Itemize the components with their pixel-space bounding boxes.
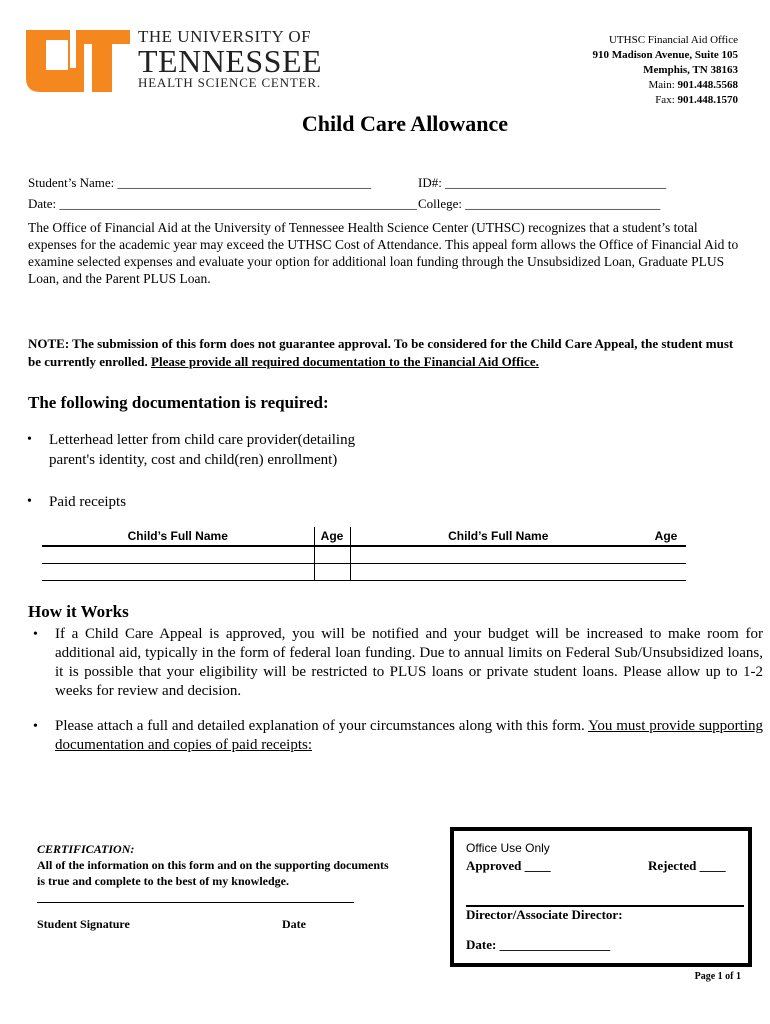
note-underlined: Please provide all required documentation to the Financial Aid Office. [151, 354, 539, 369]
certification-heading: CERTIFICATION: [37, 842, 135, 856]
certification-block [37, 841, 389, 889]
ut-logo-icon [26, 30, 130, 92]
how-it-works-heading: How it Works [28, 602, 129, 621]
rejected-field[interactable]: Rejected ____ [648, 858, 726, 873]
table-row [42, 564, 686, 581]
main-label: Main: [648, 79, 678, 91]
university-wordmark [138, 28, 322, 90]
approved-field[interactable]: Approved ____ [466, 858, 551, 873]
fax-number: 901.448.1570 [677, 94, 738, 106]
fax-label: Fax: [655, 94, 678, 106]
date-label: Date [282, 917, 306, 931]
doc-item-receipts: • Paid receipts [27, 494, 127, 510]
date-field[interactable]: Date: _______________________________________________________ [28, 196, 417, 211]
child-name-cell[interactable] [42, 546, 314, 564]
office-address [592, 33, 738, 108]
bullet-icon: • [33, 719, 38, 734]
documentation-heading: The following documentation is required: [28, 393, 329, 412]
col-age-2: Age [646, 527, 686, 546]
office-date-field[interactable]: Date: _________________ [466, 937, 611, 952]
page-number: Page 1 of 1 [694, 971, 741, 982]
certification-text-2: is true and complete to the best of my knowledge. [37, 874, 289, 888]
id-field[interactable]: ID#: __________________________________ [418, 175, 667, 190]
student-name-field[interactable]: Student’s Name: _______________________________________ [28, 175, 372, 190]
bullet-icon: • [27, 494, 32, 509]
college-field[interactable]: College: ______________________________ [418, 196, 661, 211]
logo-line1: THE UNIVERSITY OF [138, 27, 312, 46]
age-cell[interactable] [314, 546, 350, 564]
logo-line3: HEALTH SCIENCE CENTER. [138, 75, 321, 90]
col-age-1: Age [314, 527, 350, 546]
signature-label: Student Signature [37, 917, 130, 931]
child-name-cell[interactable] [350, 564, 646, 581]
bullet-icon: • [27, 432, 32, 447]
age-cell[interactable] [314, 564, 350, 581]
doc-item-letterhead: • Letterhead letter from child care provider(detailing parent's identity, cost and child(ren) enrollment) [27, 432, 356, 468]
office-use-box [450, 827, 752, 967]
office-name: UTHSC Financial Aid Office [608, 34, 738, 46]
child-name-cell[interactable] [350, 546, 646, 564]
table-row [42, 546, 686, 564]
how-item-attach: • Please attach a full and detailed explanation of your circumstances along with this form. You must provide supporting documentation and copies of paid receipts: [33, 718, 763, 753]
form-title: Child Care Allowance [301, 111, 509, 136]
office-city: Memphis, TN 38163 [643, 64, 738, 76]
age-cell[interactable] [646, 564, 686, 581]
children-table [42, 527, 686, 581]
signature-line[interactable] [37, 902, 354, 903]
director-label: Director/Associate Director: [466, 907, 623, 922]
child-name-cell[interactable] [42, 564, 314, 581]
office-fax [592, 93, 738, 108]
office-main-phone [592, 78, 738, 93]
col-child-name-2: Child’s Full Name [350, 527, 646, 546]
intro-paragraph: The Office of Financial Aid at the University of Tennessee Health Science Center (UTHSC) recognizes that a student’s total expenses for the academic year may exceed the UTHSC Cost of Attendance. This appeal form allows the Office of Financial Aid to examine selected expenses and evaluate your option for additional loan funding through the Unsubsidized Loan, Graduate PLUS Loan, and the Parent PLUS Loan. [28, 220, 739, 286]
col-child-name-1: Child’s Full Name [42, 527, 314, 546]
age-cell[interactable] [646, 546, 686, 564]
note-text: NOTE: The submission of this form does not guarantee approval. To be considered for the Child Care Appeal, the student must be currently enrolled. [28, 336, 734, 369]
office-street: 910 Madison Avenue, Suite 105 [592, 49, 738, 61]
note-paragraph [28, 335, 748, 371]
how-item-approval: • If a Child Care Appeal is approved, you will be notified and your budget will be increased to make room for additional aid, typically in the form of federal loan funding. Due to annual limits on Federal Sub/Unsubsidized loans, it is possible that your eligibility will be restricted to PLUS loans or private student loans. Please allow up to 1-2 weeks for review and decision. [33, 626, 763, 699]
logo-line2: TENNESSEE [138, 43, 323, 79]
certification-text-1: All of the information on this form and on the supporting documents [37, 858, 389, 872]
bullet-icon: • [33, 627, 38, 642]
table-header-row [42, 527, 686, 546]
main-number: 901.448.5568 [677, 79, 738, 91]
office-use-title: Office Use Only [466, 841, 550, 855]
